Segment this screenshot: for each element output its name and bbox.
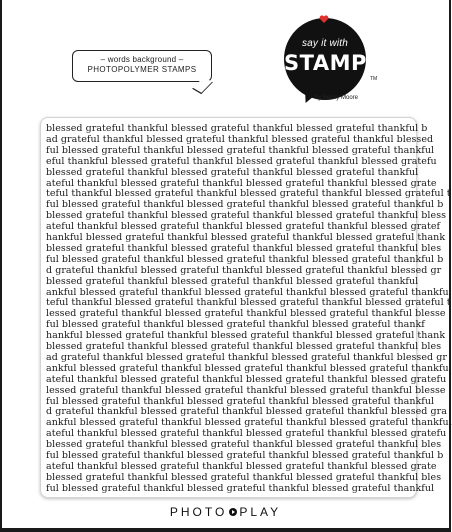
pattern-row: ateful thankful blessed grateful thankful blessed grateful thankful blessed gratef — [46, 221, 441, 233]
pattern-row: d grateful thankful blessed grateful thankful blessed grateful thankful blessed gra — [46, 406, 447, 418]
pattern-row: blessed grateful thankful blessed grateful thankful blessed grateful thankful bles — [46, 439, 442, 451]
pattern-row: blessed grateful thankful blessed grateful thankful blessed grateful thankful — [46, 166, 419, 178]
pattern-row: ateful thankful blessed grateful thankful blessed grateful thankful blessed gratefu — [46, 373, 447, 385]
pattern-row: ateful thankful blessed grateful thankful blessed grateful thankful blessed grate — [46, 177, 437, 189]
pattern-row: lessed grateful thankful blessed grateful thankful blessed grateful thankful blesse — [46, 308, 446, 320]
word-pattern — [46, 123, 452, 494]
pattern-row: ad grateful thankful blessed grateful thankful blessed grateful thankful blessed gr — [46, 351, 447, 363]
pattern-row: ful blessed grateful thankful blessed grateful thankful blessed grateful thankful — [46, 482, 435, 494]
pattern-row: ad grateful thankful blessed grateful thankful blessed grateful thankful blessed — [46, 133, 434, 145]
pattern-row: ateful thankful blessed grateful thankful blessed grateful thankful blessed grate — [46, 460, 437, 472]
pattern-row: ankful blessed grateful thankful blessed grateful thankful blessed grateful thankfu — [46, 286, 449, 298]
bottom-border — [0, 528, 451, 532]
pattern-row: lessed grateful thankful blessed grateful thankful blessed grateful thankful blesse — [46, 384, 446, 396]
pattern-row: teful thankful blessed grateful thankful blessed grateful thankful blessed grateful t — [46, 297, 451, 309]
pattern-row: d grateful thankful blessed grateful thankful blessed grateful thankful blessed gr — [46, 264, 442, 276]
left-border — [0, 0, 2, 532]
play-icon — [229, 508, 237, 516]
pattern-row: blessed grateful thankful blessed grateful thankful blessed grateful thankful bless — [46, 210, 447, 222]
pattern-row: hankful blessed grateful thankful blessed grateful thankful blessed grateful thank — [46, 330, 446, 342]
logo-wordmark: STAMPS — [284, 51, 383, 75]
product-title: PHOTOPOLYMER STAMPS — [87, 65, 197, 74]
pattern-row: hankful blessed grateful thankful blessed grateful thankful blessed grateful thank — [46, 232, 446, 243]
product-subtitle: – words background – — [100, 55, 184, 64]
brand-right: PLAY — [239, 505, 282, 519]
pattern-row: teful thankful blessed grateful thankful blessed grateful thankful blessed grateful t — [46, 188, 451, 200]
brand-left: PHOTO — [169, 505, 228, 519]
pattern-row: ankful blessed grateful thankful blessed grateful thankful blessed grateful thankfu — [46, 362, 449, 374]
pattern-row: ful blessed grateful thankful blessed grateful thankful blessed grateful thankful — [46, 144, 435, 156]
pattern-row: ateful thankful blessed grateful thankful blessed grateful thankful blessed gratefu — [46, 428, 447, 440]
heart-icon — [319, 14, 329, 24]
pattern-row: ful blessed grateful thankful blessed grateful thankful blessed grateful thankful b — [46, 199, 444, 211]
pattern-row: ful blessed grateful thankful blessed grateful thankful blessed grateful thankf — [46, 319, 425, 331]
pattern-row: eful thankful blessed grateful thankful blessed grateful thankful blessed gratefu — [46, 155, 437, 167]
pattern-row: ful blessed grateful thankful blessed grateful thankful blessed grateful thankful b — [46, 253, 444, 265]
stamp-sheet — [40, 117, 452, 498]
pattern-row: blessed grateful thankful blessed grateful thankful blessed grateful thankful b — [46, 123, 428, 134]
photoplay-brand — [0, 505, 451, 519]
pattern-row: blessed grateful thankful blessed grateful thankful blessed grateful thankful bles — [46, 242, 442, 254]
pattern-row: ankful blessed grateful thankful blessed grateful thankful blessed grateful thankful — [46, 417, 452, 429]
pattern-row: ful blessed grateful thankful blessed grateful thankful blessed grateful thankful b — [46, 450, 444, 461]
right-border — [449, 0, 451, 532]
logo-tagline: say it with — [301, 38, 349, 49]
bubble-tail — [192, 77, 213, 94]
trademark-mark: TM — [370, 76, 378, 82]
product-title-bubble — [72, 50, 212, 82]
pattern-row: blessed grateful thankful blessed grateful thankful blessed grateful thankful — [46, 275, 419, 287]
author-byline: by Becky Moore — [315, 95, 359, 101]
pattern-row: blessed grateful thankful blessed grateful thankful blessed grateful thankful bles — [46, 341, 442, 352]
pattern-row: blessed grateful thankful blessed grateful thankful blessed grateful thankful bles — [46, 471, 442, 483]
pattern-row: ful blessed grateful thankful blessed grateful thankful blessed grateful thankful — [46, 395, 435, 407]
